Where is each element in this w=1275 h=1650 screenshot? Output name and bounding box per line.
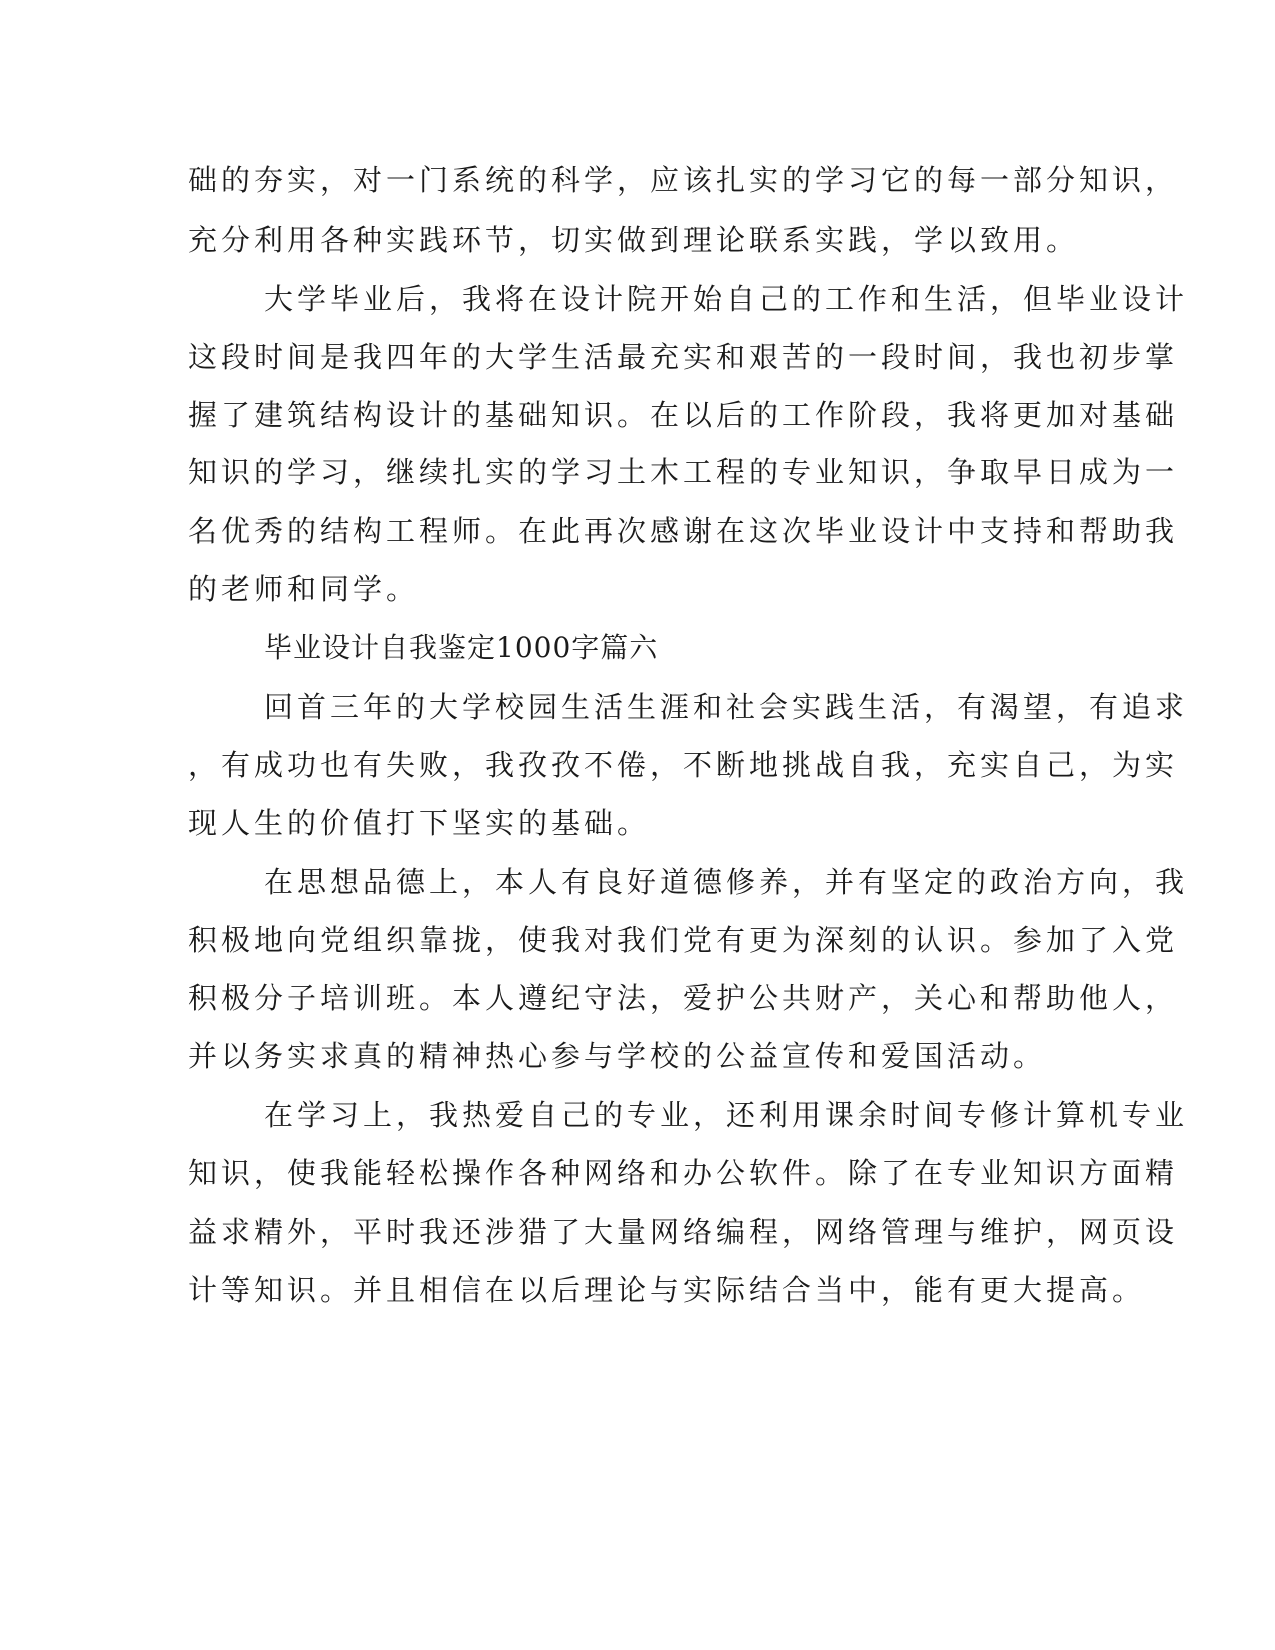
text-line: 益求精外，平时我还涉猎了大量网络编程，网络管理与维护，网页设 xyxy=(188,1215,1179,1249)
text-line: 握了建筑结构设计的基础知识。在以后的工作阶段，我将更加对基础 xyxy=(188,398,1179,432)
text-line: 充分利用各种实践环节，切实做到理论联系实践，学以致用。 xyxy=(188,223,1080,257)
text-line: 积极分子培训班。本人遵纪守法，爱护公共财产，关心和帮助他人， xyxy=(188,981,1179,1015)
paragraph-start-line: 在思想品德上，本人有良好道德修养，并有坚定的政治方向，我 xyxy=(264,865,1189,899)
text-line: 的老师和同学。 xyxy=(188,572,420,606)
section-heading: 毕业设计自我鉴定1000字篇六 xyxy=(264,631,659,664)
paragraph-start-line: 回首三年的大学校园生活生涯和社会实践生活，有渴望，有追求 xyxy=(264,690,1189,724)
text-line: 并以务实求真的精神热心参与学校的公益宣传和爱国活动。 xyxy=(188,1039,1047,1073)
text-line: 积极地向党组织靠拢，使我对我们党有更为深刻的认识。参加了入党 xyxy=(188,923,1179,957)
text-line: 名优秀的结构工程师。在此再次感谢在这次毕业设计中支持和帮助我 xyxy=(188,514,1179,548)
text-line: 计等知识。并且相信在以后理论与实际结合当中，能有更大提高。 xyxy=(188,1273,1146,1307)
text-line: 这段时间是我四年的大学生活最充实和艰苦的一段时间，我也初步掌 xyxy=(188,340,1179,374)
text-line: ，有成功也有失败，我孜孜不倦，不断地挑战自我，充实自己，为实 xyxy=(188,748,1179,782)
text-line: 知识的学习，继续扎实的学习土木工程的专业知识，争取早日成为一 xyxy=(188,455,1179,489)
text-line: 础的夯实，对一门系统的科学，应该扎实的学习它的每一部分知识， xyxy=(188,163,1179,197)
paragraph-start-line: 大学毕业后，我将在设计院开始自己的工作和生活，但毕业设计 xyxy=(264,282,1189,316)
paragraph-start-line: 在学习上，我热爱自己的专业，还利用课余时间专修计算机专业 xyxy=(264,1098,1189,1132)
text-line: 知识，使我能轻松操作各种网络和办公软件。除了在专业知识方面精 xyxy=(188,1156,1179,1190)
text-line: 现人生的价值打下坚实的基础。 xyxy=(188,806,651,840)
